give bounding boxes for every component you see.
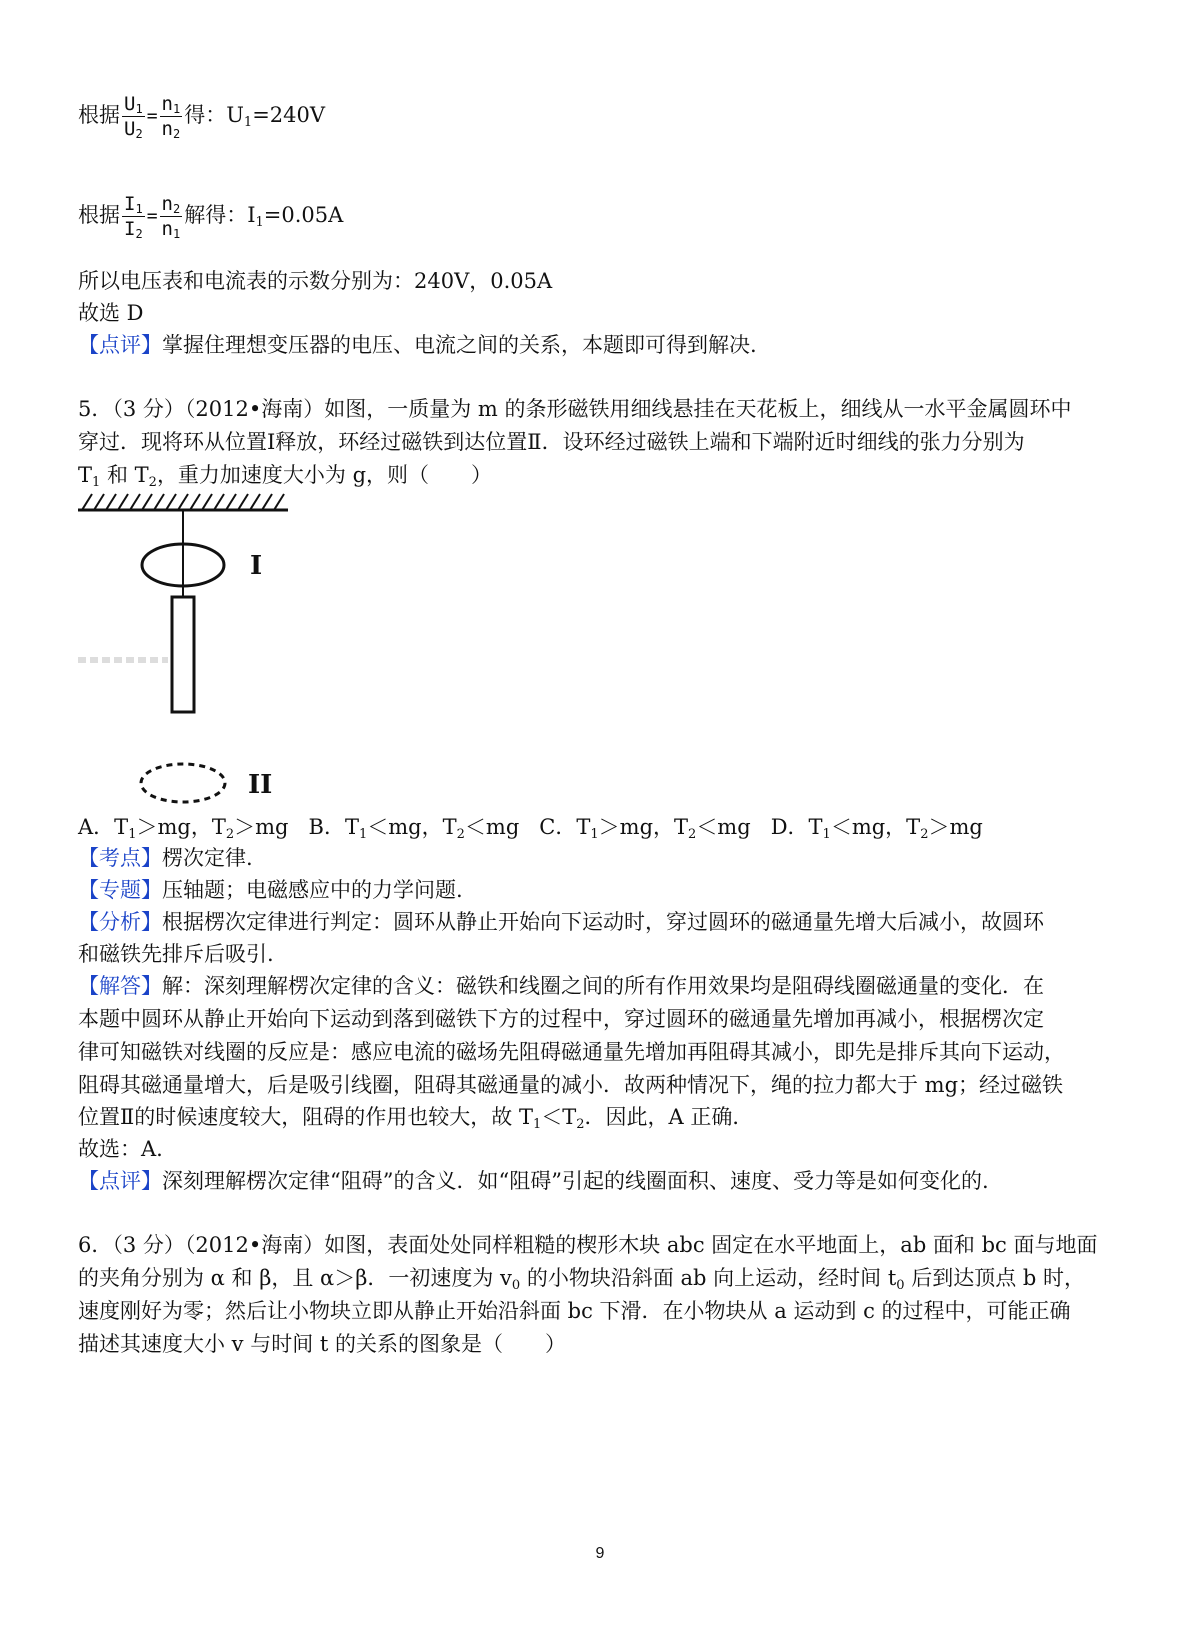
- jieda-line-3: 律可知磁铁对线圈的反应是：感应电流的磁场先阻碍磁通量先增加再阻碍其减小，即先是排斥其向下运动，: [78, 1040, 1065, 1064]
- frac-sub: 2: [135, 127, 143, 141]
- sub: 1: [532, 1117, 542, 1132]
- formula-suffix: 得：U: [184, 103, 244, 127]
- equals-sign: =: [146, 105, 158, 127]
- fenxi-text: 根据楞次定律进行判定：圆环从静止开始向下运动时，穿过圆环的磁通量先增大后减小，故圆环: [162, 910, 1044, 934]
- equals-sign: =: [146, 205, 158, 227]
- text: ，重力加速度大小为 g，则（ ）: [156, 463, 493, 487]
- frac-sub: 1: [135, 102, 143, 116]
- t: ＞mg，T: [136, 815, 226, 839]
- q5-stem-line-3: [78, 460, 492, 490]
- frac-sub: 2: [172, 202, 181, 216]
- fenxi-line-2: 和磁铁先排斥后吸引.: [78, 942, 274, 966]
- sub: 1: [92, 475, 101, 490]
- result-sub: 1: [243, 115, 253, 130]
- answer-choice: 故选 D: [78, 301, 144, 325]
- q5-choice: 故选：A.: [78, 1137, 163, 1161]
- fraction-u: [122, 92, 145, 141]
- sub: 2: [456, 827, 465, 842]
- fraction-n: [160, 92, 183, 141]
- formula-line-2: [78, 192, 343, 241]
- t: 的小物块沿斜面 ab 向上运动，经时间 t: [520, 1266, 897, 1290]
- t: ＜mg: [464, 815, 520, 839]
- frac-den: n: [161, 218, 173, 240]
- jieda-line-2: 本题中圆环从静止开始向下运动到落到磁铁下方的过程中，穿过圆环的磁通量先增加再减小，根据楞次定: [78, 1007, 1044, 1031]
- zhuanti-text: 压轴题；电磁感应中的力学问题.: [162, 878, 463, 902]
- t: ＞mg: [234, 815, 289, 839]
- t-symbol: T: [78, 463, 93, 487]
- page-number: 9: [595, 1545, 605, 1562]
- ring-position-ii: [141, 764, 225, 802]
- formula-line-1: [78, 92, 325, 141]
- formula-suffix: 解得：I: [184, 203, 256, 227]
- review-tag: 【点评】: [78, 1169, 162, 1193]
- t: ＜T: [541, 1105, 577, 1129]
- t: ＜mg，T: [830, 815, 921, 839]
- fenxi-line-1: [78, 907, 1044, 937]
- sub: 2: [148, 475, 157, 490]
- option-c[interactable]: [539, 815, 751, 842]
- jieda-line-4: 阻碍其磁通量增大，后是吸引线圈，阻碍其磁通量的减小．故两种情况下，绳的拉力都大于 mg；经过磁铁: [78, 1073, 1064, 1097]
- q6-stem-line-1: 6．（3 分）（2012•海南）如图，表面处处同样粗糙的楔形木块 abc 固定在水平地面上，ab 面和 bc 面与地面: [78, 1233, 1098, 1257]
- t: 位置Ⅱ的时候速度较大，阻碍的作用也较大，故 T: [78, 1105, 533, 1129]
- t: C．T: [539, 815, 591, 839]
- t: ＞mg: [928, 815, 983, 839]
- review-line: [78, 330, 757, 360]
- sub: 2: [576, 1117, 585, 1132]
- formula-result: =240V: [252, 103, 326, 127]
- review-text: 深刻理解楞次定律“阻碍”的含义．如“阻碍”引起的线圈面积、速度、受力等是如何变化的.: [162, 1169, 989, 1193]
- q6-stem-line-2: [78, 1263, 1085, 1293]
- t: ．因此，A 正确．: [584, 1105, 754, 1129]
- magnet-ring-diagram: [78, 490, 318, 820]
- jieda-text: 解：深刻理解楞次定律的含义：磁铁和线圈之间的所有作用效果均是阻碍线圈磁通量的变化．在: [162, 974, 1044, 998]
- kaodian-line: [78, 843, 253, 873]
- sub: 1: [358, 827, 368, 842]
- frac-num: U: [124, 93, 136, 115]
- label-position-i: I: [250, 551, 263, 581]
- sub: 2: [225, 827, 235, 842]
- zhuanti-tag: 【专题】: [78, 878, 162, 902]
- q5-review-line: [78, 1166, 989, 1196]
- frac-den: n: [161, 118, 173, 140]
- sub: 2: [920, 827, 929, 842]
- t: ＜mg，T: [367, 815, 457, 839]
- answer-summary: 所以电压表和电流表的示数分别为：240V，0.05A: [78, 269, 553, 293]
- frac-sub: 2: [135, 227, 143, 241]
- t: B．T: [308, 815, 359, 839]
- t: ＜mg: [696, 815, 751, 839]
- option-b[interactable]: [308, 815, 520, 842]
- frac-sub: 2: [172, 127, 181, 141]
- t: A．T: [78, 815, 129, 839]
- result-sub: 1: [255, 215, 264, 230]
- review-tag: 【点评】: [78, 333, 162, 357]
- sub: 1: [590, 827, 599, 842]
- q6-stem-line-4: 描述其速度大小 v 与时间 t 的关系的图象是（ ）: [78, 1332, 567, 1356]
- kaodian-text: 楞次定律.: [162, 846, 253, 870]
- frac-num: n: [161, 193, 173, 215]
- q5-stem-line-1: 5．（3 分）（2012•海南）如图，一质量为 m 的条形磁铁用细线悬挂在天花板上，细线从一水平金属圆环中: [78, 397, 1072, 421]
- frac-num: n: [161, 93, 173, 115]
- fenxi-tag: 【分析】: [78, 910, 162, 934]
- jieda-tag: 【解答】: [78, 974, 162, 998]
- frac-den: I: [124, 218, 136, 240]
- option-d[interactable]: [770, 815, 983, 842]
- zhuanti-line: [78, 875, 463, 905]
- sub: 1: [822, 827, 831, 842]
- sub: 1: [128, 827, 137, 842]
- t: 后到达顶点 b 时，: [904, 1266, 1086, 1290]
- frac-num: I: [124, 193, 136, 215]
- text: 和 T: [100, 463, 149, 487]
- fraction-n: [160, 192, 183, 241]
- label-position-ii: II: [248, 770, 273, 800]
- sub: 0: [896, 1278, 905, 1293]
- frac-sub: 1: [172, 102, 181, 116]
- frac-sub: 1: [135, 202, 143, 216]
- formula-prefix: 根据: [78, 103, 120, 127]
- frac-den: U: [124, 118, 136, 140]
- t: ＞mg，T: [598, 815, 689, 839]
- jieda-line-1: [78, 971, 1044, 1001]
- formula-result: =0.05A: [263, 203, 344, 227]
- review-text: 掌握住理想变压器的电压、电流之间的关系，本题即可得到解决.: [162, 333, 757, 357]
- fraction-i: [122, 192, 145, 241]
- frac-sub: 1: [172, 227, 181, 241]
- q5-stem-line-2: 穿过．现将环从位置Ⅰ释放，环经过磁铁到达位置Ⅱ．设环经过磁铁上端和下端附近时细线的张力分别为: [78, 430, 1025, 454]
- t: D．T: [770, 815, 823, 839]
- q6-stem-line-3: 速度刚好为零；然后让小物块立即从静止开始沿斜面 bc 下滑．在小物块从 a 运动到 c 的过程中，可能正确: [78, 1299, 1071, 1323]
- kaodian-tag: 【考点】: [78, 846, 162, 870]
- ceiling-hatch: [82, 494, 284, 510]
- formula-prefix: 根据: [78, 203, 120, 227]
- t: 的夹角分别为 α 和 β，且 α＞β．一初速度为 v: [78, 1266, 512, 1290]
- sub: 0: [511, 1278, 521, 1293]
- sub: 2: [688, 827, 697, 842]
- jieda-line-5: [78, 1102, 753, 1132]
- bar-magnet: [172, 597, 194, 712]
